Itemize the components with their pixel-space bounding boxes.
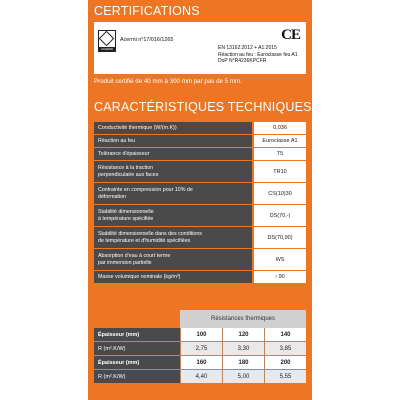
property-value: DS(70,90) [252, 227, 306, 248]
table-row [94, 342, 306, 356]
r-value: 4,40 [180, 370, 222, 383]
characteristics-title: CARACTÉRISTIQUES TECHNIQUES [94, 100, 312, 114]
table-row [94, 356, 306, 370]
property-value: CS(10)30 [252, 183, 306, 204]
property-label: Contrainte en compression pour 10% de déformation [94, 183, 252, 204]
thickness-value: 120 [222, 328, 264, 341]
table-row [94, 328, 306, 342]
thickness-value: 200 [264, 356, 306, 369]
table-row [94, 183, 306, 205]
r-label: R (m².K/W) [94, 370, 180, 383]
property-label: Stabilité dimensionnelle dans des conditions de température et d'humidité spécifiées [94, 227, 252, 248]
property-value: TR10 [252, 161, 306, 182]
r-value: 2,75 [180, 342, 222, 355]
property-label: Conductivité thermique (W/(m.K)) [94, 122, 252, 134]
table-row [94, 148, 306, 161]
property-value: WS [252, 249, 306, 270]
acermi-number: Acermi n°17/016/1265 [120, 37, 174, 43]
thickness-label: Épaisseur (mm) [94, 356, 180, 369]
table-row [94, 135, 306, 148]
table-row [94, 205, 306, 227]
property-label: Stabilité dimensionnelle à température spécifiée [94, 205, 252, 226]
thickness-value: 180 [222, 356, 264, 369]
property-label: Résistance à la traction perpendiculaire aux faces [94, 161, 252, 182]
thermal-resistance-header: Résistances thermiques [180, 310, 306, 328]
r-value: 3,30 [222, 342, 264, 355]
table-row [94, 161, 306, 183]
thermal-resistance-table [94, 310, 306, 384]
certifications-box [94, 22, 306, 74]
r-label: R (m².K/W) [94, 342, 180, 355]
property-value: 0,036 [252, 122, 306, 134]
property-label: Tolérance d'épaisseur [94, 148, 252, 160]
r-value: 5,00 [222, 370, 264, 383]
product-sheet [88, 0, 312, 400]
thickness-value: 160 [180, 356, 222, 369]
table-row [94, 227, 306, 249]
property-value: DS(70,-) [252, 205, 306, 226]
table-row [94, 271, 306, 284]
table-row [94, 249, 306, 271]
certifications-title: CERTIFICATIONS [94, 4, 200, 18]
acermi-logo-icon: ACERMI [98, 30, 116, 52]
thickness-label: Épaisseur (mm) [94, 328, 180, 341]
r-value: 3,85 [264, 342, 306, 355]
standards-block [218, 45, 300, 65]
thickness-value: 100 [180, 328, 222, 341]
thickness-value: 140 [264, 328, 306, 341]
property-value: Euroclasse A1 [252, 135, 306, 147]
property-value: › 90 [252, 271, 306, 283]
dop-number: DoP N°R4236KPCFR [218, 58, 267, 65]
ce-mark-icon: CE [281, 27, 300, 43]
property-label: Absorption d'eau à court terme par immersion partielle [94, 249, 252, 270]
property-value: T5 [252, 148, 306, 160]
certified-range-note: Produit certifié de 40 mm à 300 mm par pas de 5 mm. [94, 78, 242, 85]
fire-reaction: Réaction au feu : Euroclasse feu A1 [218, 51, 298, 58]
characteristics-table [94, 122, 306, 284]
table-row [94, 370, 306, 384]
property-label: Masse volumique nominale (kg/m³) [94, 271, 252, 283]
table-row [94, 122, 306, 135]
en-standard: EN 13162:2012 + A1:2015 [218, 45, 277, 51]
r-value: 5,55 [264, 370, 306, 383]
property-label: Réaction au feu [94, 135, 252, 147]
